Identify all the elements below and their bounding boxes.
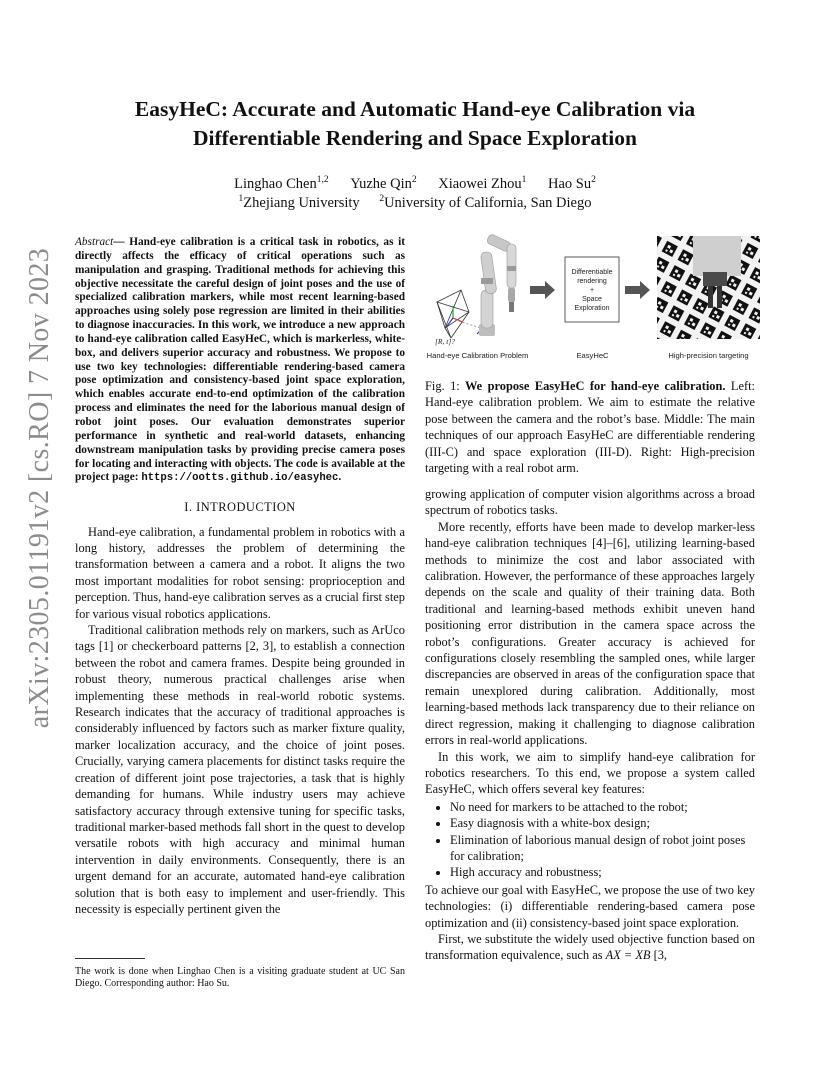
affiliation: $^1$Zhejiang University	[238, 194, 360, 211]
paragraph: growing application of computer vision algorithms across a broad spectrum of robotics tasks.	[425, 487, 755, 518]
author: Hao Su$^2$	[547, 175, 596, 192]
paragraph: Traditional calibration methods rely on markers, such as ArUco tags [1] or checkerboard patterns [2, 3], to establish a connection between the robot and camera frames. Despite being grounded in robust theory, numerous practical challenges arise when implementing these methods in real-world robotic systems. Research indicates that the accuracy of traditional approaches is considerably influenced by factors such as marker fixture quality, marker localization accuracy, and the choice of joint poses. Crucially, varying camera placements for distinct tasks require the creation of different joint pose trajectories, a task that is highly demanding for humans. While industry users may achieve satisfactory accuracy through extensive tuning for specific tasks, traditional marker-based methods fall short in the quest to develop versatile robots with high accuracy and minimal human intervention in daily environments. Consequently, there is an urgent demand for an accurate, automated hand-eye calibration solution that is both easy to implement and user-friendly. This necessity is especially pertinent given the	[75, 623, 405, 916]
feature-list	[425, 799, 755, 881]
pose-label: [R, t]?	[435, 337, 456, 346]
equation: AX = XB	[605, 948, 651, 963]
author: Yuzhe Qin$^2$	[350, 175, 417, 192]
abstract-lead: Abstract	[75, 236, 114, 248]
figure-illustration	[425, 232, 760, 367]
abstract: Abstract— Hand-eye calibration is a critical task in robotics, as it directly affects the efficacy of critical operations such as manipulation and grasping. Traditional methods for achieving this objective necessitate the careful design of joint poses and the use of specialized calibration markers, while most recent learning-based approaches using solely pose regression are limited in their abilities to diagnose inaccuracies. In this work, we introduce a new approach to hand-eye calibration called EasyHeC, which is markerless, white-box, and delivers superior accuracy and robustness. We propose to use two key technologies: differentiable rendering-based camera pose optimization and consistency-based joint space exploration, which enables accurate end-to-end optimization of the calibration process and eliminates the need for the laborious manual design of robot joint poses. Our evaluation demonstrates superior performance in synthetic and real-world datasets, enhancing downstream manipulation tasks by providing precise camera poses for locating and interacting with objects. The code is available at the project page: https://ootts.github.io/easyhec.	[75, 236, 405, 485]
robot-arm-icon	[479, 233, 516, 336]
paragraph: To achieve our goal with EasyHeC, we propose the use of two key technologies: (i) differentiable rendering-based camera pose optimization and (ii) consistency-based joint space exploration.	[425, 882, 755, 930]
right-column	[425, 486, 755, 964]
paper-title: EasyHeC: Accurate and Automatic Hand-eye Calibration via Differentiable Rendering and Space Exploration	[134, 97, 696, 150]
arrow-icon	[625, 281, 650, 299]
arxiv-identifier-margin	[20, 247, 60, 729]
svg-text:Differentiable: Differentiable	[571, 269, 613, 276]
arxiv-identifier: arXiv:2305.01191v2 [cs.RO] 7 Nov 2023	[24, 247, 55, 729]
paragraph: More recently, efforts have been made to develop marker-less hand-eye calibration techniques [4]–[6], utilizing learning-based methods to minimize the cost and labor associated with calibration. However, the performance of these approaches largely depends on the scale and quality of their training data. Both traditional and learning-based methods exhibit uneven hand positioning error distribution in the camera space across the robot’s configurations. Greater accuracy is achieved for configurations closely resembling the sampled ones, while larger discrepancies are observed in areas of the configuration space that remain unexplored during calibration. Additionally, most learning-based methods lack transparency due to their reliance on direct regression, making it challenging to diagnose calibration errors in real-world applications.	[425, 519, 755, 748]
project-url[interactable]: https://ootts.github.io/easyhec	[141, 472, 339, 485]
list-item: • High accuracy and robustness;	[450, 864, 755, 880]
section-heading: I. INTRODUCTION	[184, 500, 296, 515]
author: Xiaowei Zhou$^1$	[438, 175, 527, 192]
figure-label-right: High-precision targeting	[668, 351, 749, 360]
affiliation-list	[80, 189, 750, 213]
figure-caption: Fig. 1: We propose EasyHeC for hand-eye calibration. Left: Hand-eye calibration problem. We aim to estimate the relative pose between the camera and the robot’s base. Middle: The main techniques of our approach EasyHeC are differentiable rendering (III-C) and space exploration (III-D). Right: High-precision targeting with a real robot arm.	[425, 379, 755, 476]
author: Linghao Chen$^{1,2}$	[234, 175, 329, 192]
paragraph: First, we substitute the widely used objective function based on transformation equivalence, such as AX = XB [3,	[425, 931, 755, 963]
svg-text:Space: Space	[582, 296, 602, 303]
figure-label-left: Hand-eye Calibration Problem	[426, 351, 529, 360]
figure-1	[425, 232, 760, 367]
paragraph: Hand-eye calibration, a fundamental problem in robotics with a long history, addresses the problem of determining the transformation between a camera and a robot. It aligns the two most important modalities for robot sensing: proprioception and perception. Thus, hand-eye calibration serves as a crucial first step for various visual robotics applications.	[75, 524, 405, 621]
footnote-rule	[75, 958, 145, 959]
targeting-photo	[657, 236, 760, 339]
svg-text:rendering: rendering	[577, 278, 607, 285]
list-item: • No need for markers to be attached to the robot;	[450, 799, 755, 815]
list-item: • Easy diagnosis with a white-box design;	[450, 815, 755, 831]
arrow-icon	[530, 281, 555, 299]
paragraph: In this work, we aim to simplify hand-eye calibration for robotics researchers. To this end, we propose a system called EasyHeC, which offers several key features:	[425, 749, 755, 797]
left-column	[75, 236, 405, 917]
footnote: The work is done when Linghao Chen is a visiting graduate student at UC San Diego. Corresponding author: Hao Su.	[75, 966, 405, 990]
affiliation: $^2$University of California, San Diego	[379, 194, 592, 211]
list-item: • Elimination of laborious manual design of robot joint poses for calibration;	[450, 832, 755, 865]
svg-text:Exploration: Exploration	[574, 305, 610, 312]
svg-text:+: +	[589, 287, 595, 294]
figure-label-middle: EasyHeC	[576, 351, 609, 360]
